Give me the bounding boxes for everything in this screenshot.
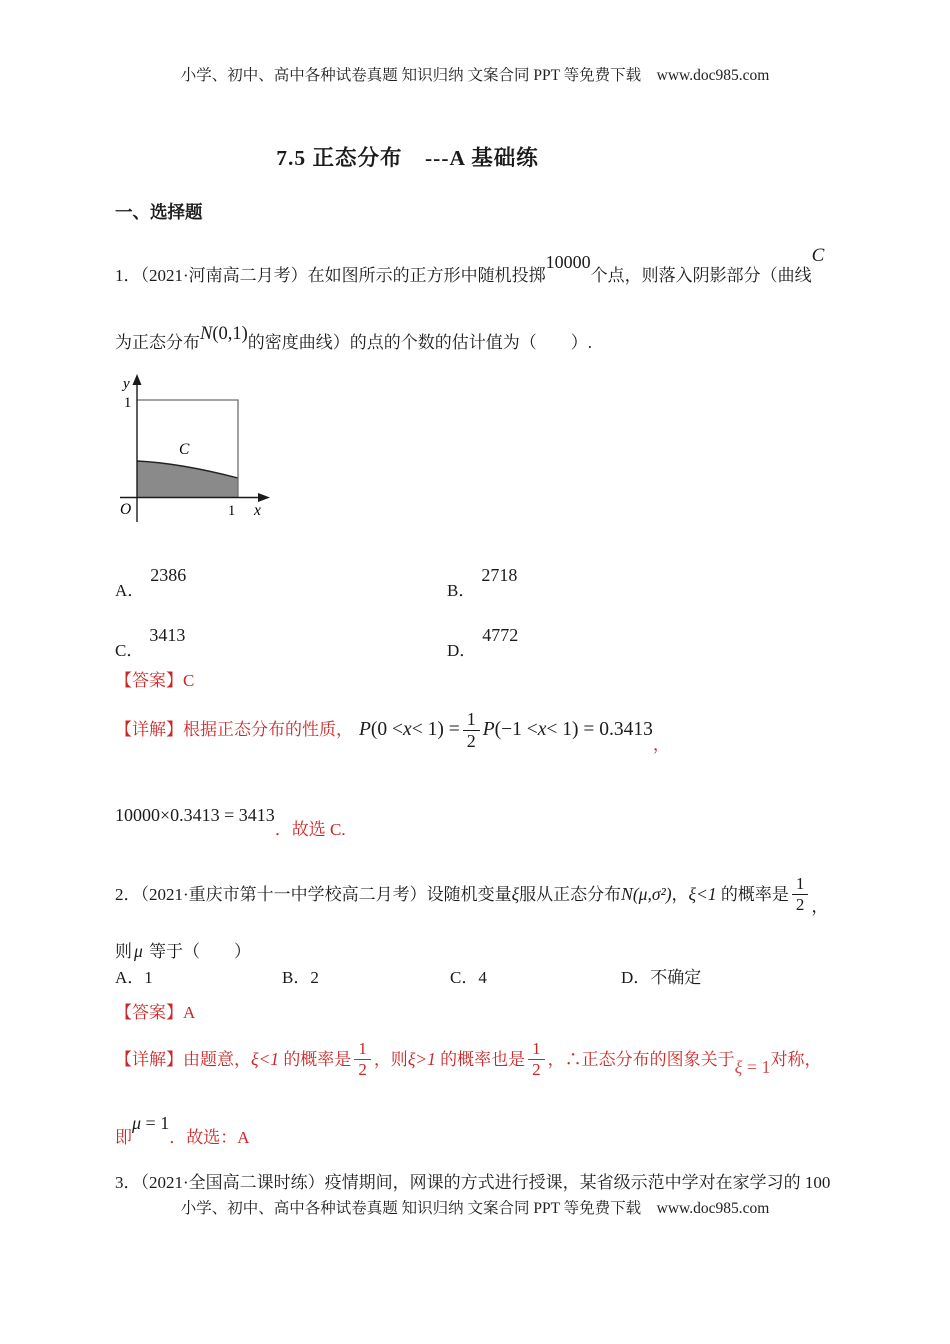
x-tick-1: 1: [228, 503, 236, 519]
q1-formula-10000: 10000: [545, 252, 591, 272]
q2-option-c-value: 4: [478, 968, 487, 987]
q1-detail-intro: 根据正态分布的性质，: [183, 720, 353, 739]
q2-stem-a: 2．（2021·重庆市第十一中学校高二月考）设随机变量: [115, 884, 512, 904]
q2-stem-line2: [115, 938, 251, 965]
mu-symbol: μ: [132, 1113, 142, 1133]
q1-probability-formula: [359, 709, 653, 750]
q2-conclusion-text: ．故选：A: [169, 1128, 250, 1147]
q1-option-b-letter: B．: [447, 581, 476, 600]
q2-detail-d3: 的概率是: [279, 1049, 352, 1069]
curve-label-C: C: [179, 441, 190, 458]
q2-stem-line1: [115, 858, 828, 930]
q1-explanation-line2: [115, 796, 346, 849]
q1-stem-text-a: 1．（2021·河南高二月考）在如图所示的正方形中随机投掷: [115, 266, 546, 285]
fraction-numerator: 1: [795, 874, 805, 894]
q2-option-d: [621, 965, 701, 991]
q2-detail-d7: ，∴正态分布的图象关于: [547, 1049, 735, 1069]
q2-stem-b: 服从正态分布: [519, 884, 622, 904]
q1-option-d: [447, 618, 779, 668]
fraction-denominator: 2: [528, 1059, 545, 1079]
q1-option-a-letter: A．: [115, 581, 145, 600]
q2-fraction-half: [792, 874, 809, 913]
q2-option-c-letter: C．: [450, 968, 479, 987]
q2-stem-f: 等于（ ）: [144, 942, 252, 961]
formula-P2: P: [482, 719, 495, 740]
q2-option-a: [115, 965, 282, 991]
q2-detail-cond1: ξ<1: [251, 1048, 280, 1069]
equals-one: = 1: [742, 1056, 771, 1077]
q1-option-d-letter: D．: [447, 641, 477, 660]
y-axis-arrow: [133, 374, 142, 385]
q2-option-b: [282, 965, 450, 991]
q2-detail-cond2: ξ>1: [407, 1048, 436, 1069]
q2-xi-symbol: ξ: [511, 883, 520, 904]
q2-detail-tag: 【详解】: [115, 1049, 183, 1069]
xi-symbol: ξ: [734, 1056, 743, 1077]
q1-options-row2: [115, 618, 860, 668]
q2-stem-d: 的概率是: [716, 884, 789, 904]
formula-fraction-half: [463, 709, 480, 750]
fraction-numerator: 1: [466, 709, 476, 730]
q2-detail-d6: 的概率也是: [435, 1049, 526, 1069]
q2-stem-e: 则: [115, 942, 132, 961]
y-axis-label: y: [123, 376, 130, 392]
q2-detail-d4: ，则: [373, 1049, 408, 1069]
q2-stem-c: ，: [671, 884, 689, 904]
site-banner-top: 小学、初中、高中各种试卷真题 知识归纳 文案合同 PPT 等免费下载 www.doc985.com: [180, 67, 770, 84]
q2-condition-formula: ξ<1: [688, 883, 717, 904]
formula-x1: x: [403, 719, 412, 740]
q2-explanation-line1: [115, 1026, 822, 1092]
q2-option-b-value: 2: [310, 968, 319, 987]
q2-answer-value: A: [183, 1003, 196, 1022]
q1-options-row1: [115, 558, 860, 608]
q1-conclusion: ．故选 C.: [274, 820, 346, 839]
q1-answer-line: [115, 668, 194, 694]
q1-formula-C: C: [811, 245, 825, 266]
q1-option-b-value: 2718: [481, 565, 518, 585]
q2-explanation-line2: [115, 1104, 249, 1157]
q2-xi-equals-1-formula: [735, 1057, 771, 1077]
q2-conclusion-ji: 即: [115, 1128, 132, 1147]
q2-option-b-letter: B．: [282, 968, 311, 987]
q1-option-b: [447, 558, 779, 608]
q1-option-a-value: 2386: [150, 565, 187, 585]
equals-one: = 1: [141, 1113, 170, 1133]
formula-P1: P: [359, 719, 371, 740]
x-axis-label: x: [254, 502, 261, 519]
fraction-numerator: 1: [358, 1039, 367, 1059]
x-axis-arrow: [258, 493, 270, 502]
q1-detail-tag: 【详解】: [115, 720, 183, 739]
q1-stem-text-c: 为正态分布: [115, 333, 200, 352]
origin-label: O: [120, 501, 132, 518]
q1-detail-text: [115, 717, 353, 743]
fraction-numerator: 1: [532, 1039, 541, 1059]
q2-option-c: [450, 965, 621, 991]
q2-stem-text-a: [115, 881, 789, 908]
q1-computation-formula: 10000×0.3413 = 3413: [115, 805, 275, 825]
q1-stem-line1: [115, 243, 860, 289]
q2-answer-tag: 【答案】: [115, 1003, 183, 1022]
formula-seg-b: < 1) =: [411, 719, 460, 740]
formula-seg-c: (−1 <: [494, 719, 538, 740]
q3-stem-line1: 3．（2021·全国高二课时练）疫情期间，网课的方式进行授课，某省级示范中学对在家学习的 100: [115, 1173, 831, 1192]
q1-formula-N01: [200, 324, 248, 344]
q2-option-d-value: 不确定: [650, 968, 702, 987]
q2-exp-fraction-1: [354, 1039, 371, 1078]
q1-option-c-letter: C．: [115, 641, 144, 660]
q2-normal-dist-formula: N(μ,σ²): [621, 883, 672, 904]
q1-option-c-value: 3413: [149, 625, 186, 645]
q1-figure-svg: [115, 372, 293, 530]
q2-detail-tail: [547, 1046, 822, 1077]
q1-answer-tag: 【答案】: [115, 671, 183, 690]
section-heading: 一、选择题: [115, 202, 203, 222]
q1-option-a: [115, 558, 447, 608]
formula-x2: x: [537, 719, 547, 740]
q1-stem-line2: [115, 321, 860, 356]
fraction-denominator: 2: [792, 894, 809, 914]
q2-option-d-letter: D．: [621, 968, 651, 987]
fraction-denominator: 2: [354, 1059, 371, 1079]
q2-mu-symbol: μ: [134, 941, 143, 961]
q1-figure: [115, 372, 293, 535]
q2-exp-fraction-2: [528, 1039, 545, 1078]
q2-detail-mid: [374, 1046, 525, 1073]
q1-answer-value: C: [183, 671, 195, 690]
fraction-denominator: 2: [463, 730, 480, 751]
formula-seg-a: (0 <: [370, 719, 404, 740]
formula-seg-d: < 1) = 0.3413: [546, 719, 653, 740]
q1-formula-N: N: [200, 324, 213, 344]
q1-explanation-line1: [115, 694, 670, 766]
q1-formula-N-args: (0,1): [212, 324, 248, 344]
q2-answer-line: [115, 1000, 195, 1026]
q2-mu-equals-1-formula: [132, 1113, 169, 1133]
q2-detail-d1: 由题意，: [183, 1049, 251, 1069]
q1-formula-comma: ，: [652, 735, 670, 754]
q1-stem-text-d: 的密度曲线）的点的个数的估计值为（ ）.: [247, 333, 593, 352]
q1-option-d-value: 4772: [482, 625, 519, 645]
q2-option-a-value: 1: [144, 968, 153, 987]
q1-option-c: [115, 618, 447, 668]
q2-detail-d9: 对称，: [770, 1049, 822, 1069]
q2-stem-comma: ，: [811, 897, 829, 916]
q2-option-a-letter: A．: [115, 968, 145, 987]
q2-options-row: [115, 965, 895, 991]
q1-stem-text-b: 个点，则落入阴影部分（曲线: [590, 266, 812, 285]
doc-title: 7.5 正态分布 ---A 基础练: [276, 146, 539, 170]
y-tick-1: 1: [124, 395, 132, 411]
q2-detail-intro: [115, 1046, 351, 1073]
site-banner-bottom: 小学、初中、高中各种试卷真题 知识归纳 文案合同 PPT 等免费下载 www.doc985.com: [180, 1200, 770, 1217]
